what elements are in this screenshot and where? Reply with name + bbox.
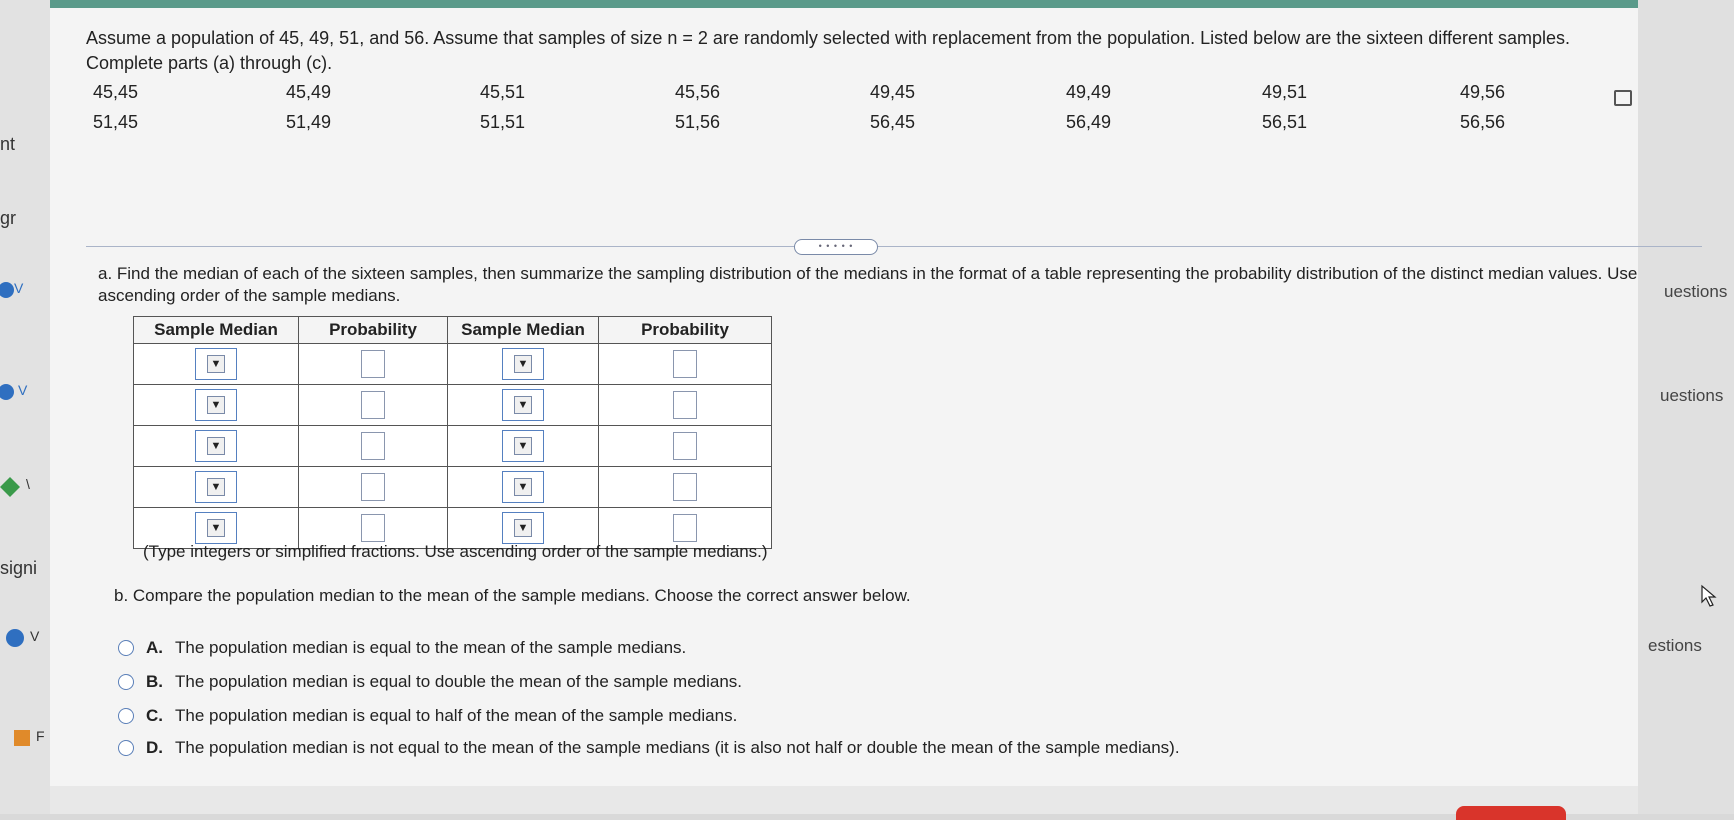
probability-input[interactable] bbox=[673, 473, 697, 501]
option-text: The population median is equal to the mean of the sample medians. bbox=[175, 638, 687, 657]
probability-input[interactable] bbox=[673, 514, 697, 542]
mouse-cursor-icon bbox=[1700, 584, 1718, 608]
sample-median-dropdown[interactable] bbox=[502, 471, 544, 503]
left-fragment-3: V bbox=[14, 280, 24, 296]
part-b-text: b. Compare the population median to the mean of the sample medians. Choose the correct answer below. bbox=[114, 586, 911, 605]
sample-item: 56,51 bbox=[1262, 112, 1308, 132]
sample-median-dropdown[interactable] bbox=[195, 512, 237, 544]
chevron-down-icon: ▼ bbox=[514, 396, 532, 414]
copy-data-icon[interactable] bbox=[1614, 90, 1632, 106]
probability-input[interactable] bbox=[361, 473, 385, 501]
left-fragment-7: V bbox=[30, 628, 40, 644]
radio-button[interactable] bbox=[118, 708, 134, 724]
sample-item: 56,49 bbox=[1066, 112, 1112, 132]
column-header: Probability bbox=[299, 317, 448, 344]
column-header: Sample Median bbox=[134, 317, 299, 344]
chevron-down-icon: ▼ bbox=[207, 355, 225, 373]
probability-input[interactable] bbox=[361, 514, 385, 542]
radio-button[interactable] bbox=[118, 674, 134, 690]
option-text: The population median is not equal to the mean of the sample medians (it is also not half or double the mean of the sample medians). bbox=[175, 738, 1180, 757]
sample-median-dropdown[interactable] bbox=[195, 348, 237, 380]
status-circle-icon bbox=[4, 628, 26, 648]
sample-item: 49,45 bbox=[870, 82, 916, 102]
table-row bbox=[134, 385, 772, 426]
column-header: Probability bbox=[599, 317, 772, 344]
probability-input[interactable] bbox=[673, 350, 697, 378]
sample-item: 51,56 bbox=[675, 112, 721, 132]
probability-input[interactable] bbox=[673, 391, 697, 419]
top-accent-bar bbox=[50, 0, 1638, 8]
option-letter: A. bbox=[146, 638, 163, 657]
radio-button[interactable] bbox=[118, 740, 134, 756]
column-header: Sample Median bbox=[448, 317, 599, 344]
right-fragment-2[interactable]: uestions bbox=[1660, 386, 1724, 405]
sample-item: 45,49 bbox=[286, 82, 332, 102]
left-fragment-8: F bbox=[36, 728, 45, 744]
sample-item: 45,51 bbox=[480, 82, 526, 102]
radio-button[interactable] bbox=[118, 640, 134, 656]
chevron-down-icon: ▼ bbox=[514, 437, 532, 455]
left-fragment-6: signi bbox=[0, 558, 38, 578]
probability-distribution-table bbox=[133, 316, 772, 549]
right-fragment-1[interactable]: uestions bbox=[1664, 282, 1728, 301]
left-fragment-4: V bbox=[18, 382, 28, 398]
left-fragment-1: nt bbox=[0, 134, 16, 154]
chevron-down-icon: ▼ bbox=[514, 355, 532, 373]
divider-drag-handle[interactable]: • • • • • bbox=[794, 239, 878, 255]
option-text: The population median is equal to double the mean of the sample medians. bbox=[175, 672, 743, 691]
check-answer-button[interactable] bbox=[1456, 806, 1566, 820]
option-letter: D. bbox=[146, 738, 163, 757]
background-right-strip bbox=[1638, 0, 1734, 814]
probability-input[interactable] bbox=[361, 350, 385, 378]
square-marker-icon bbox=[12, 728, 34, 748]
sample-median-dropdown[interactable] bbox=[195, 471, 237, 503]
sample-median-dropdown[interactable] bbox=[502, 389, 544, 421]
left-fragment-5: \ bbox=[26, 476, 30, 492]
option-letter: C. bbox=[146, 706, 163, 725]
diamond-icon bbox=[0, 476, 26, 498]
section-divider bbox=[86, 246, 1702, 247]
option-c[interactable] bbox=[118, 706, 737, 726]
sample-item: 49,51 bbox=[1262, 82, 1308, 102]
table-row bbox=[134, 344, 772, 385]
chevron-down-icon: ▼ bbox=[514, 519, 532, 537]
background-left-strip bbox=[0, 0, 50, 814]
sample-item: 49,49 bbox=[1066, 82, 1112, 102]
chevron-down-icon: ▼ bbox=[514, 478, 532, 496]
part-a-text: a. Find the median of each of the sixteen samples, then summarize the sampling distribution of the medians in the format of a table representing the probability distribution of the distinct median values. Use ascending order of the sample medians. bbox=[98, 264, 1638, 305]
sample-median-dropdown[interactable] bbox=[502, 348, 544, 380]
chevron-down-icon: ▼ bbox=[207, 396, 225, 414]
option-d[interactable] bbox=[118, 738, 1180, 758]
table-row bbox=[134, 467, 772, 508]
question-prompt: Assume a population of 45, 49, 51, and 56. Assume that samples of size n = 2 are randomly selected with replacement from the population. Listed below are the sixteen different samples. Complete parts (a) through (c). bbox=[86, 28, 1571, 73]
sample-item: 45,56 bbox=[675, 82, 721, 102]
chevron-down-icon: ▼ bbox=[207, 519, 225, 537]
answer-format-hint: (Type integers or simplified fractions. Use ascending order of the sample medians.) bbox=[143, 542, 768, 561]
sample-item: 51,51 bbox=[480, 112, 526, 132]
option-a[interactable] bbox=[118, 638, 686, 658]
probability-input[interactable] bbox=[673, 432, 697, 460]
probability-input[interactable] bbox=[361, 432, 385, 460]
sample-median-dropdown[interactable] bbox=[195, 430, 237, 462]
sample-item: 56,45 bbox=[870, 112, 916, 132]
sample-item: 49,56 bbox=[1460, 82, 1506, 102]
sample-item: 56,56 bbox=[1460, 112, 1506, 132]
right-fragment-3[interactable]: estions bbox=[1648, 636, 1702, 655]
left-fragment-2: gr bbox=[0, 208, 17, 228]
sample-median-dropdown[interactable] bbox=[195, 389, 237, 421]
option-b[interactable] bbox=[118, 672, 742, 692]
chevron-down-icon: ▼ bbox=[207, 478, 225, 496]
sample-item: 51,49 bbox=[286, 112, 332, 132]
sample-item: 51,45 bbox=[93, 112, 139, 132]
sample-item: 45,45 bbox=[93, 82, 139, 102]
table-row bbox=[134, 426, 772, 467]
sample-median-dropdown[interactable] bbox=[502, 512, 544, 544]
sample-median-dropdown[interactable] bbox=[502, 430, 544, 462]
bottom-toolbar bbox=[50, 786, 1638, 814]
chevron-down-icon: ▼ bbox=[207, 437, 225, 455]
option-text: The population median is equal to half of the mean of the sample medians. bbox=[175, 706, 738, 725]
question-panel bbox=[50, 8, 1638, 814]
option-letter: B. bbox=[146, 672, 163, 691]
probability-input[interactable] bbox=[361, 391, 385, 419]
